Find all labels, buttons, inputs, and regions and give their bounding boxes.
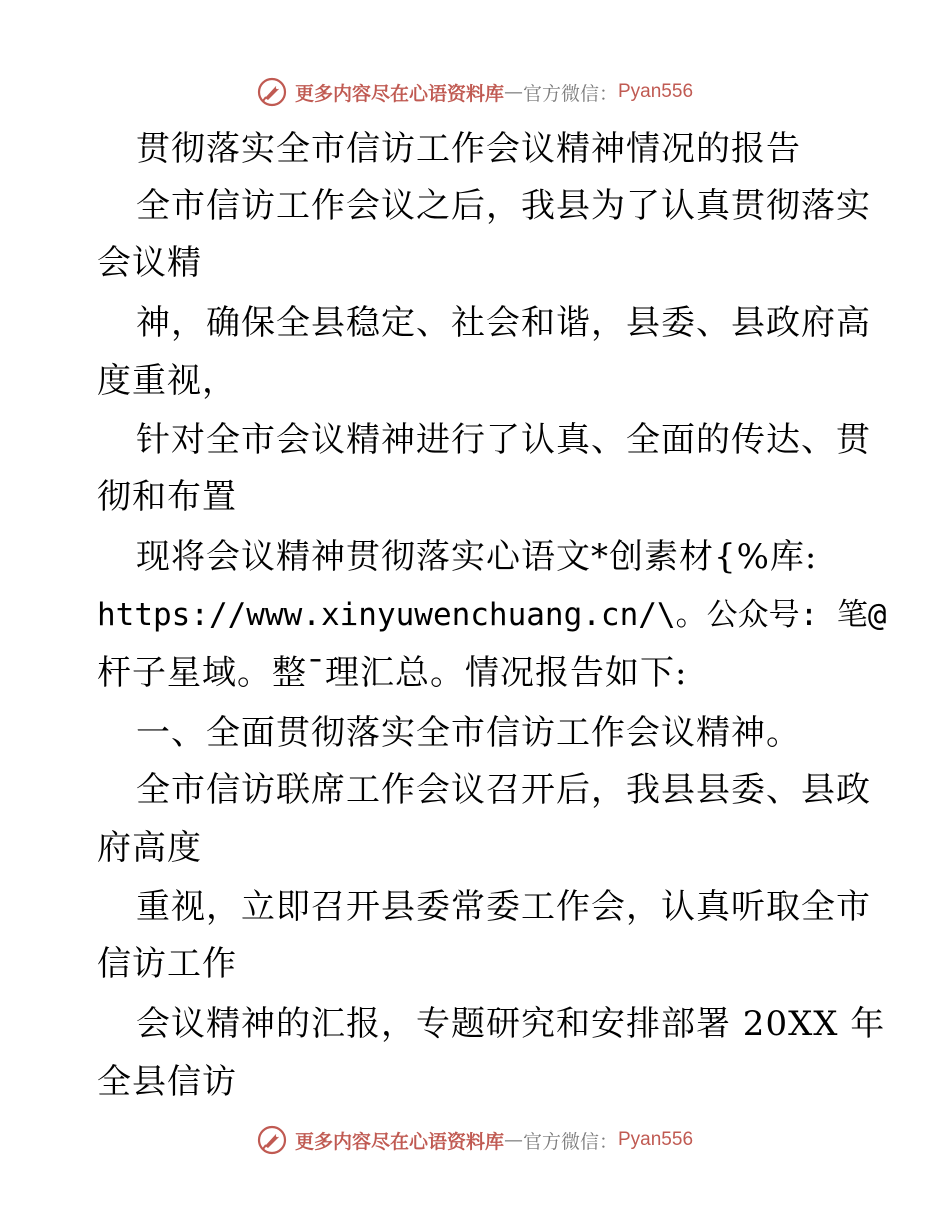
section-heading: 一、全面贯彻落实全市信访工作会议精神。 (136, 713, 801, 753)
banner-wechat-label: 官方微信： (522, 1130, 618, 1153)
paragraph-line: 全县信访 (97, 1062, 237, 1102)
footer-banner (0, 1120, 950, 1160)
paragraph-line: 现将会议精神贯彻落实心语文*创素材{%库: (136, 537, 818, 577)
paragraph-line: 府高度 (97, 828, 202, 868)
banner-separator: — (503, 1129, 523, 1151)
paragraph-line: 彻和布置 (97, 477, 237, 517)
header-banner (0, 72, 950, 112)
paragraph-line: 会议精神的汇报，专题研究和安排部署 20XX 年 (136, 1004, 886, 1044)
paragraph-line: 神，确保全县稳定、社会和谐，县委、县政府高 (136, 303, 871, 343)
paragraph-line: 会议精 (97, 243, 202, 283)
url-line: https://www.xinyuwenchuang.cn/\。公众号: 笔@ (97, 597, 887, 633)
paragraph-line: 重视，立即召开县委常委工作会，认真听取全市 (136, 887, 871, 927)
banner-main-text: 更多内容尽在心语资料库 (294, 1130, 504, 1153)
banner-wechat-id: Pyan556 (618, 81, 694, 102)
banner-wechat-id: Pyan556 (618, 1129, 694, 1150)
pen-nib-logo-icon (257, 77, 287, 107)
banner-separator: — (503, 81, 523, 103)
paragraph-line: 全市信访工作会议之后，我县为了认真贯彻落实 (136, 186, 871, 226)
pen-nib-logo-icon (257, 1125, 287, 1155)
banner-wechat-label: 官方微信： (522, 82, 618, 105)
banner-main-text: 更多内容尽在心语资料库 (294, 82, 504, 105)
document-title: 贯彻落实全市信访工作会议精神情况的报告 (136, 129, 801, 169)
paragraph-line: 杆子星域。整¯理汇总。情况报告如下: (97, 653, 688, 693)
paragraph-line: 全市信访联席工作会议召开后，我县县委、县政 (136, 770, 871, 810)
paragraph-line: 信访工作 (97, 944, 237, 984)
paragraph-line: 针对全市会议精神进行了认真、全面的传达、贯 (136, 420, 871, 460)
paragraph-line: 度重视， (97, 361, 237, 401)
